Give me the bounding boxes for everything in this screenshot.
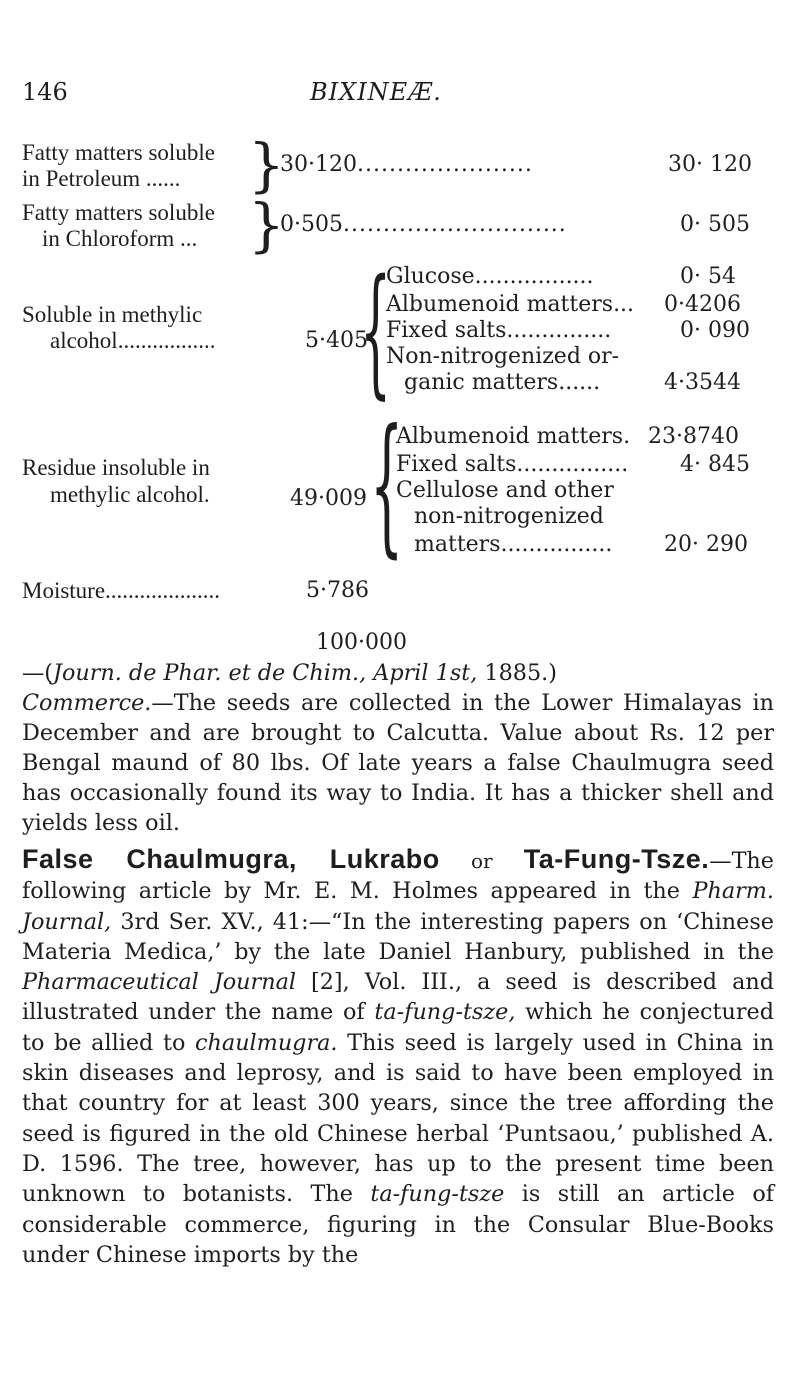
row2-brace: } [248,191,285,259]
row4-sub-0: Albumenoid matters. [396,424,631,449]
row5-label: Moisture.................... [22,578,221,603]
false-chaulmugra-section: False Chaulmugra, Lukrabo or Ta-Fung-Tsze.—The following article by Mr. E. M. Holmes appeared in the Pharm. Journal, 3rd Ser. XV., 41:—“In the interesting papers on ‘Chinese Materia Medica,’ by the late Daniel Hanbury, published in the Pharmaceutical Journal [2], Vol. III., a seed is described and illustrated under the name of ta-fung-tsze, which he conjectured to be allied to chaulmugra. This seed is largely used in China in skin diseases and leprosy, and is said to have been employed in that country for at least 300 years, since the tree affording the seed is figured in the old Chinese herbal ‘Puntsaou,’ published A. D. 1596. The tree, however, has up to the present time been unknown to botanists. The ta-fung-tsze is still an article of considerable commerce, figuring in the Consular Blue-Books under Chinese imports by the [22,844,775,1268]
row3-sub-0-value: 0· 54 [680,264,736,289]
row4-sub-4-value: 20· 290 [664,532,748,557]
row4-sub-4: matters................ [414,532,613,557]
row3-sub-3: Non-nitrogenized or- [386,344,620,369]
citation-journal: Journ. de Phar. et de Chim., April 1st, [53,660,478,686]
section-heading: False Chaulmugra, Lukrabo [22,844,440,874]
row3-sub-4-value: 4·3544 [664,370,741,395]
row5-value: 5·786 [306,578,369,603]
row4-sub-2: Cellulose and other [396,478,614,503]
running-title: BIXINEÆ. [310,78,442,106]
row2-label-line1: Fatty matters soluble [22,200,215,225]
row1-brace: } [248,131,285,199]
row3-sub-0: Glucose................. [386,264,594,289]
row4-label-line2: methylic alcohol. [50,482,210,507]
row4-sub-1: Fixed salts................ [396,452,629,477]
row1-label-line1: Fatty matters soluble [22,140,215,165]
row2-value: 0·505............................ [280,212,567,237]
row3-value: 5·405 [305,328,368,353]
row3-label-line2: alcohol................. [50,328,216,353]
row2-label-line2: in Chloroform ... [42,226,198,251]
page-number: 146 [22,78,68,106]
row1-value: 30·120...................... [280,152,533,177]
row4-sub-1-value: 4· 845 [680,452,750,477]
section-heading-2: Ta-Fung-Tsze. [523,844,710,874]
row3-sub-1: Albumenoid matters... [386,292,635,317]
row3-label-line1: Soluble in methylic [22,302,203,327]
row4-value: 49·009 [290,486,367,511]
row4-brace: { [370,398,404,572]
row3-sub-4: ganic matters...... [404,370,601,395]
row2-result: 0· 505 [680,212,750,237]
total-value: 100·000 [316,630,407,655]
row1-result: 30· 120 [668,152,752,177]
row4-label-line1: Residue insoluble in [22,455,210,480]
citation: —(Journ. de Phar. et de Chim., April 1st, 1885.) [22,660,557,686]
row3-sub-1-value: 0·4206 [664,292,741,317]
heading-or: or [439,849,524,873]
commerce-heading: Commerce. [22,690,152,716]
row3-sub-2-value: 0· 090 [680,318,750,343]
row4-sub-3: non-nitrogenized [414,504,604,529]
commerce-paragraph [22,688,774,838]
row1-label-line2: in Petroleum ...... [22,166,181,191]
row4-sub-0-value: 23·8740 [648,424,739,449]
row3-sub-2: Fixed salts............... [386,318,612,343]
commerce-text: —The seeds are collected in the Lower Himalayas in December and are brought to Calcutta. Value about Rs. 12 per Bengal maund of 80 lbs. Of late years a false Chaulmugra seed has occasionally found its way to India. It has a thicker shell and yields less oil. [22,690,774,836]
row3-brace: { [360,250,392,413]
